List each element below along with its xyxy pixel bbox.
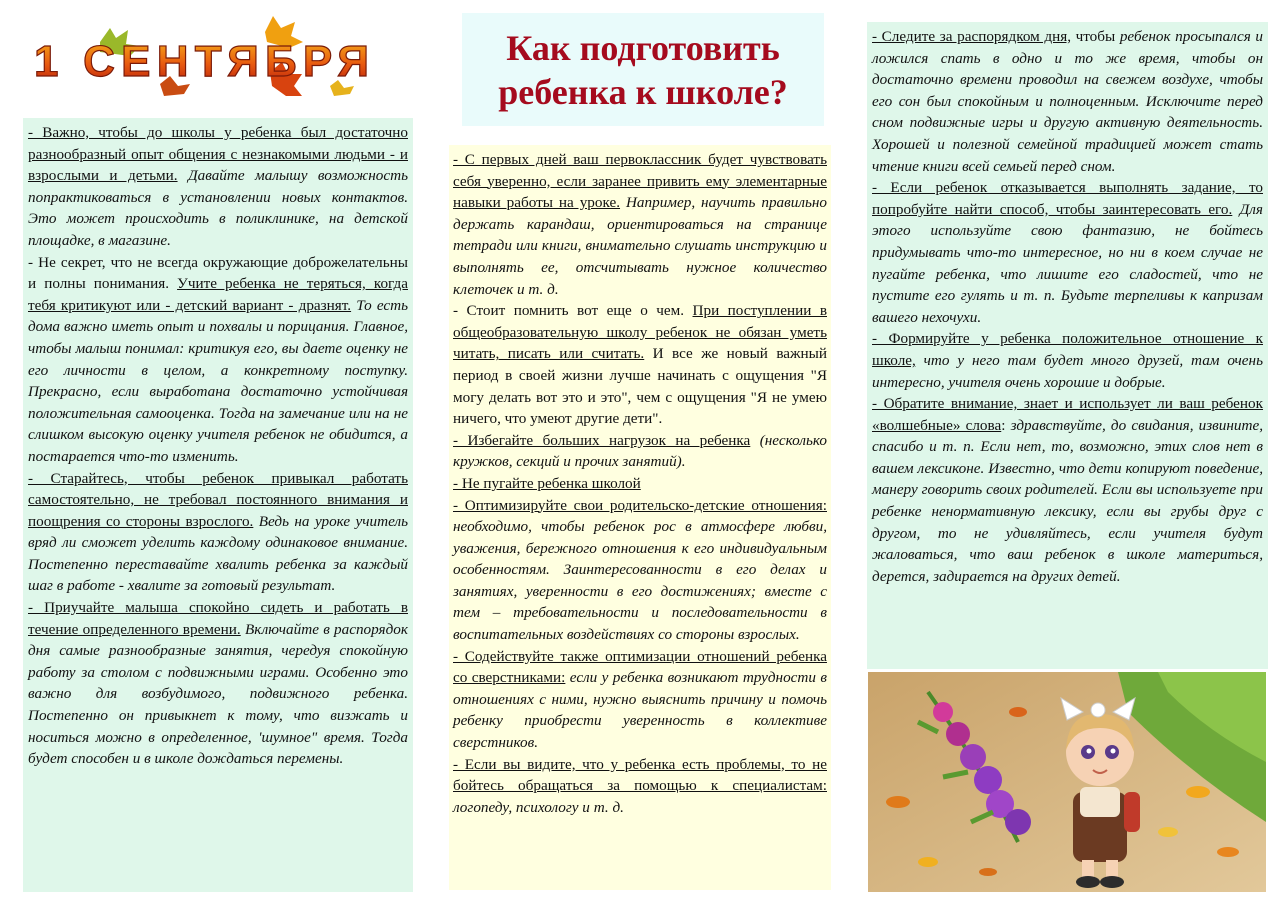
advice-text: Включайте в распорядок дня самые разнообразные занятия, чередуя спокойную работу за столом с подвижными играми. Особенно это важно для возбудимого, подвижного ребенка. Постепенно он привыкнет к тому, что визжать и носиться можно в определенное, 'шумное" время. Тогда будет способен и в школе дождаться перемены.: [28, 620, 408, 768]
advice-heading: - Избегайте больших нагрузок на ребенка: [453, 431, 751, 449]
advice-text: что у него там будет много друзей, там очень интересно, учителя очень хорошие и добрые.: [872, 351, 1263, 391]
advice-connector: :: [1001, 416, 1006, 434]
advice-paragraph: [453, 430, 827, 473]
advice-connector: чтобы: [1071, 28, 1116, 45]
advice-paragraph: [453, 473, 827, 495]
advice-text: И все же новый важный период в своей жизни лучше начинать с ощущения "Я могу делать вот это и это", чем с ощущения "Я не умею ничего, что умеют другие дети".: [453, 345, 827, 428]
title-box: [462, 13, 824, 126]
banner-text: 1 СЕНТЯБРЯ: [34, 37, 369, 86]
advice-paragraph: [28, 597, 408, 770]
september-1-banner: [30, 2, 375, 106]
advice-heading: - Не пугайте ребенка школой: [453, 474, 641, 492]
advice-paragraph: [453, 646, 827, 754]
advice-paragraph: [872, 26, 1263, 177]
advice-paragraph: [453, 754, 827, 819]
advice-paragraph: [453, 149, 827, 300]
advice-text: Например, научить правильно держать карандаш, ориентироваться на странице тетради или книги, внимательно слушать инструкцию и выполнять ее, отсчитывать нужное количество клеточек и т. д.: [453, 194, 827, 298]
advice-text: если у ребенка возникают трудности в отношениях с ними, нужно выяснить причину и помочь ребенку приобрести уверенность в коллективе сверстников.: [453, 669, 827, 752]
page-title: Как подготовить ребенка к школе?: [498, 27, 788, 112]
advice-text: (несколько кружков, секций и прочих занятий).: [453, 431, 827, 471]
advice-heading: - Важно, чтобы до школы у ребенка был достаточно разнообразный опыт общения с незнакомыми людьми - и взрослыми и детьми.: [28, 124, 408, 185]
advice-column-right: [867, 22, 1268, 669]
advice-heading: - Если ребенок отказывается выполнять задание, то попробуйте найти способ, чтобы заинтересовать его.: [872, 179, 1263, 218]
advice-heading: - Оптимизируйте свои родительско-детские отношения:: [453, 496, 827, 514]
advice-heading: Учите ребенка не теряться, когда тебя критикуют или - детский вариант - дразнят.: [28, 275, 408, 314]
girl-with-flowers-illustration: [868, 672, 1266, 892]
advice-paragraph: [28, 252, 408, 468]
advice-paragraph: [453, 495, 827, 646]
advice-heading: - Обратите внимание, знает и использует ли ваш ребенок «волшебные» слова: [872, 395, 1263, 434]
advice-column-middle: [449, 145, 831, 890]
advice-text: То есть дома важно иметь опыт и похвалы и порицания. Главное, чтобы малыш понимал: критикуя его, вы даете оценку не его личности в целом, а конкретному поступку. Прекрасно, если выработана достаточно устойчивая положительная самооценка. Тогда на замечание или на не слишком высокую оценку учителя ребенок не обидится, а постарается что-то изменить.: [28, 296, 408, 465]
advice-intro: - Не секрет, что не всегда окружающие доброжелательны и полны понимания.: [28, 253, 408, 293]
advice-text: необходимо, чтобы ребенок рос в атмосфере любви, уважения, бережного отношения к его индивидуальным особенностям. Заинтересованности в его делах и занятиях, уверенности в его достижениях; вместе с тем – требовательности и последовательности в воспитательных воздействиях со стороны взрослых.: [453, 518, 827, 644]
advice-heading: - Формируйте у ребенка положительное отношение к школе,: [872, 330, 1263, 369]
advice-text: Ведь на уроке учитель вряд ли сможет уделить каждому одинаковое внимание. Постепенно переставайте хвалить ребенка за каждый шаг в работе - хвалите за готовый результат.: [28, 512, 408, 595]
advice-text: логопеду, психологу и т. д.: [453, 798, 624, 816]
advice-heading: - Приучайте малыша спокойно сидеть и работать в течение определенного времени.: [28, 599, 408, 638]
advice-column-left: [23, 118, 413, 892]
advice-text: Для этого используйте свою фантазию, не бойтесь придумывать что-то интересное, но ни в коем случае не пугайте ребенка, что лишите его сладостей, что не пустите его гулять и т. п. Будьте терпеливы к капризам вашего нехочухи.: [872, 200, 1263, 326]
advice-paragraph: [28, 468, 408, 598]
advice-text: здравствуйте, до свидания, извините, спасибо и т. п. Если нет, то, возможно, этих слов нет в вашем лексиконе. Известно, что дети копируют поведение, манеру говорить своих родителей. Если вы используете при ребенке ненормативную лексику, если вы грубы друг с другом, то не удивляйтесь, если учителя будут жаловаться, что ваш ребенок в школе материться, дерется, задирается на других детей.: [872, 416, 1264, 585]
advice-heading: При поступлении в общеобразовательную школу ребенок не обязан уметь читать, писать или считать.: [453, 302, 827, 363]
advice-text: Давайте малышу возможность попрактиковаться в установлении новых контактов. Это может происходить в поликлинике, на детской площадке, в магазине.: [28, 167, 408, 249]
advice-heading: - Следите за распорядком дня,: [872, 28, 1071, 45]
advice-paragraph: [28, 122, 408, 252]
advice-heading: - Содействуйте также оптимизации отношений ребенка со сверстниками:: [453, 647, 827, 687]
advice-heading: - Если вы видите, что у ребенка есть проблемы, то не бойтесь обращаться за помощью к специалистам:: [453, 755, 827, 795]
advice-heading: - Старайтесь, чтобы ребенок привыкал работать самостоятельно, не требовал постоянного внимания и поощрения со стороны взрослого.: [28, 469, 408, 530]
advice-paragraph: [872, 177, 1263, 328]
advice-paragraph: [872, 328, 1263, 393]
advice-paragraph: [872, 393, 1263, 587]
advice-intro: - Стоит помнить вот еще о чем.: [453, 302, 693, 320]
advice-paragraph: [453, 300, 827, 430]
advice-heading: - С первых дней ваш первоклассник будет чувствовать себя уверенно, если заранее привить ему элементарные навыки работы на уроке.: [453, 151, 827, 212]
advice-text: ребенок просыпался и ложился спать в одно и то же время, чтобы он достаточно времени проводил на свежем воздухе, чтобы его сон был спокойным и полноценным. Исключите перед сном подвижные игры и другую активную деятельность. Хорошей и полезной семейной традицией может стать чтение книги всей семьей перед сном.: [872, 28, 1263, 175]
